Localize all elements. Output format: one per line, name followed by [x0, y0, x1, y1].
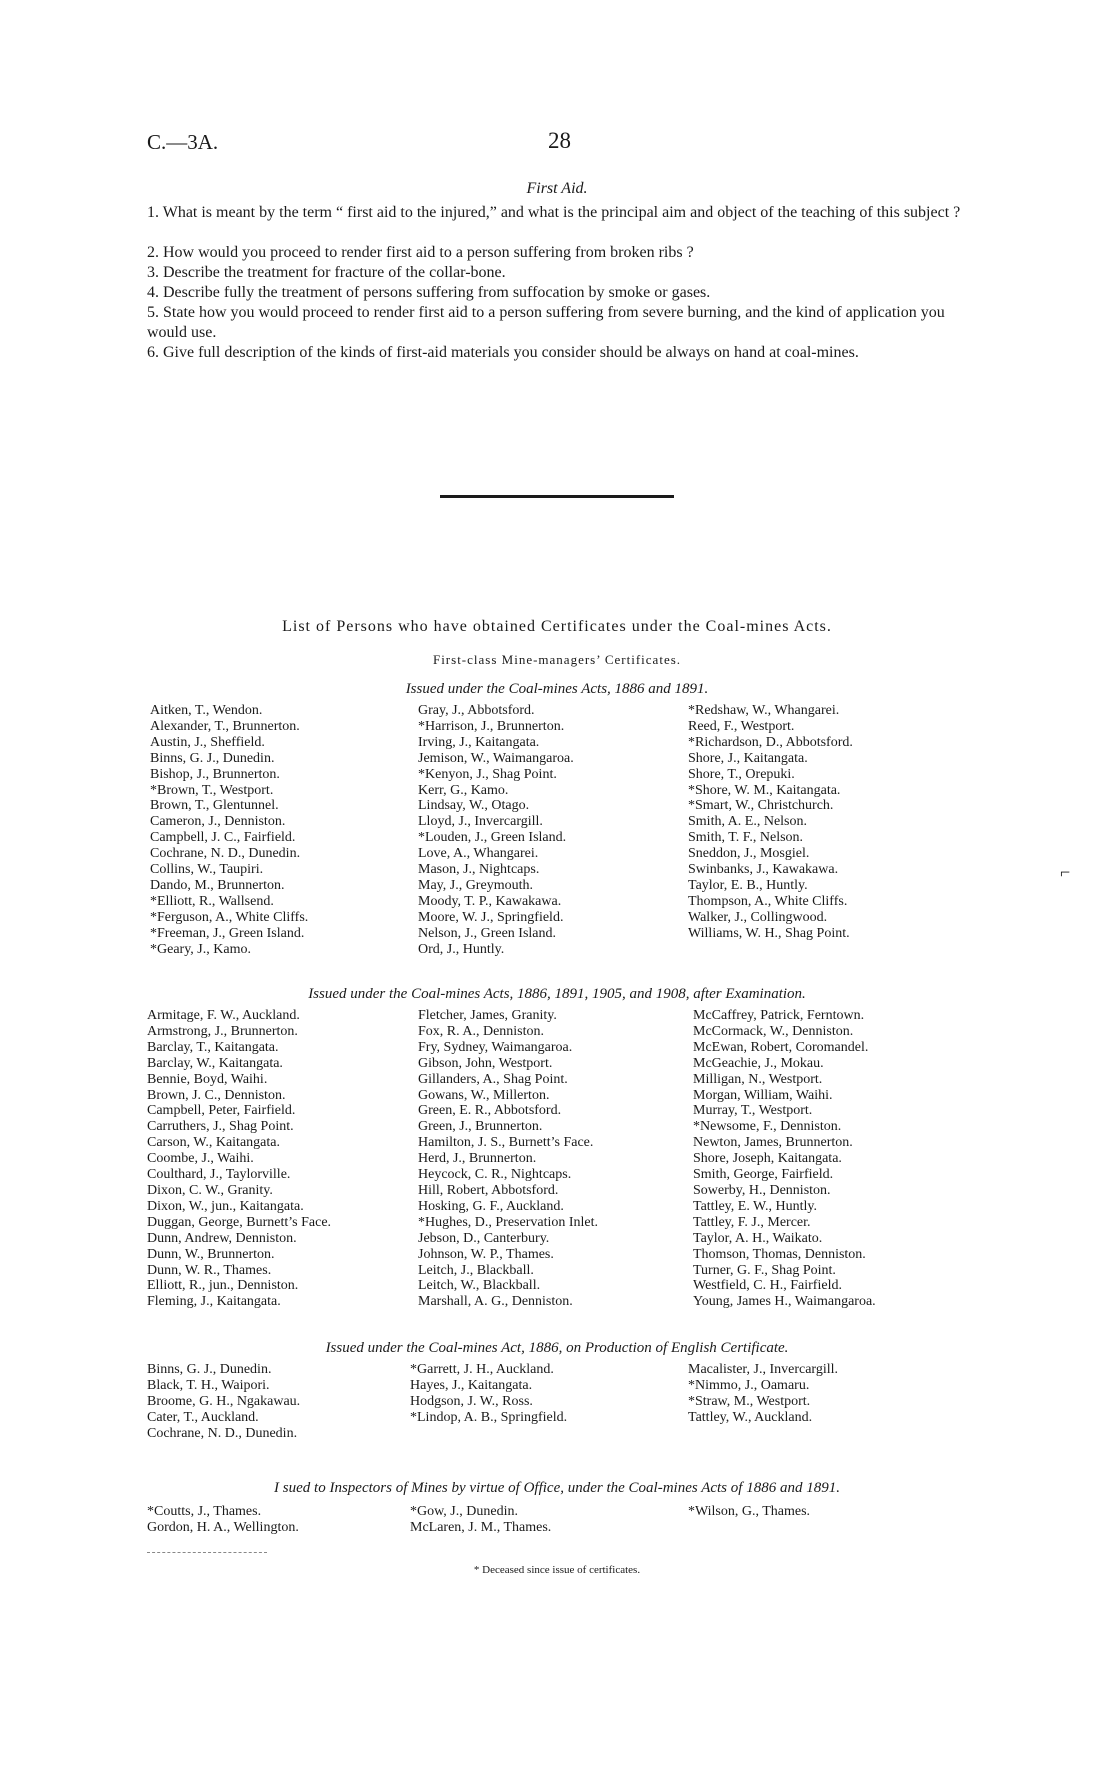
list-item: Shore, J., Kaitangata.	[688, 750, 808, 766]
list-item: Cameron, J., Denniston.	[150, 814, 286, 830]
list-item: Sowerby, H., Denniston.	[693, 1182, 831, 1198]
question-3: 3. Describe the treatment for fracture of the collar-bone.	[147, 264, 506, 281]
list-item: *Brown, T., Westport.	[150, 782, 274, 798]
list-item: Armstrong, J., Brunnerton.	[147, 1023, 298, 1039]
list-item: *Ferguson, A., White Cliffs.	[150, 909, 309, 925]
list-item: Macalister, J., Invercargill.	[688, 1362, 839, 1377]
list-item: *Nimmo, J., Oamaru.	[688, 1377, 810, 1393]
list-item: Morgan, William, Waihi.	[693, 1087, 833, 1103]
section3-col3	[688, 1362, 838, 1426]
list-item: Dando, M., Brunnerton.	[150, 877, 285, 893]
list-item: Thompson, A., White Cliffs.	[688, 893, 848, 909]
list-item: Moody, T. P., Kawakawa.	[418, 893, 562, 909]
list-item: *Lindop, A. B., Springfield.	[410, 1409, 568, 1425]
section2-col3	[693, 1008, 876, 1310]
list-item: Black, T. H., Waipori.	[147, 1377, 270, 1393]
list-item: Hayes, J., Kaitangata.	[410, 1377, 533, 1393]
list-item: Barclay, W., Kaitangata.	[147, 1055, 283, 1071]
list-item: Gowans, W., Millerton.	[418, 1087, 550, 1103]
list-item: Green, J., Brunnerton.	[418, 1119, 543, 1135]
list-item: May, J., Greymouth.	[418, 877, 533, 893]
list-item: Barclay, T., Kaitangata.	[147, 1039, 279, 1055]
list-item: Mason, J., Nightcaps.	[418, 862, 540, 878]
list-item: *Wilson, G., Thames.	[688, 1504, 811, 1519]
list-item: Love, A., Whangarei.	[418, 846, 539, 862]
list-item: *Elliott, R., Wallsend.	[150, 893, 274, 909]
list-item: Taylor, A. H., Waikato.	[693, 1230, 823, 1246]
certificates-subtitle: First-class Mine-managers’ Certificates.	[432, 652, 682, 667]
list-item: Cochrane, N. D., Dunedin.	[150, 846, 301, 862]
list-item: Lindsay, W., Otago.	[418, 798, 530, 814]
list-item: *Richardson, D., Abbotsford.	[688, 734, 853, 750]
list-item: *Smart, W., Christchurch.	[688, 798, 834, 814]
list-item: Williams, W. H., Shag Point.	[688, 925, 850, 941]
list-item: Dunn, W., Brunnerton.	[147, 1246, 275, 1262]
list-item: Green, E. R., Abbotsford.	[418, 1103, 562, 1119]
page-number: 28	[548, 128, 571, 153]
list-item: *Louden, J., Green Island.	[418, 830, 567, 846]
section1-heading: Issued under the Coal-mines Acts, 1886 and 1891.	[405, 681, 709, 697]
list-item: Bennie, Boyd, Waihi.	[147, 1071, 268, 1087]
list-item: Turner, G. F., Shag Point.	[693, 1262, 836, 1278]
margin-mark: ⌐	[1060, 862, 1071, 882]
list-item: Collins, W., Taupiri.	[150, 862, 264, 878]
list-item: Hill, Robert, Abbotsford.	[418, 1182, 559, 1198]
list-item: Brown, J. C., Denniston.	[147, 1087, 286, 1103]
list-item: *Redshaw, W., Whangarei.	[688, 703, 840, 718]
section1-col2	[418, 703, 574, 958]
list-item: *Hughes, D., Preservation Inlet.	[418, 1214, 599, 1230]
section4-col2	[410, 1504, 551, 1536]
list-item: Walker, J., Collingwood.	[688, 909, 828, 925]
section1-col1	[150, 703, 308, 958]
list-item: Gibson, John, Westport.	[418, 1055, 553, 1071]
list-item: McLaren, J. M., Thames.	[410, 1519, 552, 1535]
list-item: Milligan, N., Westport.	[693, 1071, 823, 1087]
list-item: *Freeman, J., Green Island.	[150, 925, 305, 941]
list-item: Coulthard, J., Taylorville.	[147, 1167, 291, 1183]
list-item: Leitch, W., Blackball.	[418, 1278, 541, 1294]
list-item: Tattley, F. J., Mercer.	[693, 1214, 811, 1230]
list-item: Ord, J., Huntly.	[418, 941, 505, 957]
list-item: McEwan, Robert, Coromandel.	[693, 1039, 869, 1055]
list-item: Johnson, W. P., Thames.	[418, 1246, 554, 1262]
question-2: 2. How would you proceed to render first aid to a person suffering from broken ribs ?	[147, 244, 694, 261]
list-item: *Geary, J., Kamo.	[150, 941, 251, 957]
list-item: Brown, T., Glentunnel.	[150, 798, 279, 814]
list-item: Murray, T., Westport.	[693, 1103, 813, 1119]
list-item: Gordon, H. A., Wellington.	[147, 1519, 299, 1535]
list-item: Austin, J., Sheffield.	[150, 734, 265, 750]
list-item: Fox, R. A., Denniston.	[418, 1023, 545, 1039]
list-item: Hamilton, J. S., Burnett’s Face.	[418, 1135, 594, 1151]
section3-col1	[147, 1362, 300, 1442]
section4-col1	[147, 1504, 299, 1536]
section4-heading: I sued to Inspectors of Mines by virtue of Office, under the Coal-mines Acts of 1886 and 1891.	[274, 1480, 840, 1496]
dashed-separator	[147, 1552, 267, 1553]
section4-col3	[688, 1504, 810, 1520]
report-code: C.—3A.	[147, 130, 219, 154]
list-item: Alexander, T., Brunnerton.	[150, 718, 300, 734]
list-item: Smith, A. E., Nelson.	[688, 814, 808, 830]
list-item: Dixon, C. W., Granity.	[147, 1182, 273, 1198]
list-item: Westfield, C. H., Fairfield.	[693, 1278, 842, 1294]
list-item: Nelson, J., Green Island.	[418, 925, 557, 941]
list-item: Campbell, Peter, Fairfield.	[147, 1103, 296, 1119]
list-item: Tattley, W., Auckland.	[688, 1409, 813, 1425]
section3-heading: Issued under the Coal-mines Act, 1886, on Production of English Certificate.	[325, 1340, 789, 1356]
list-item: Broome, G. H., Ngakawau.	[147, 1393, 301, 1409]
list-item: Shore, T., Orepuki.	[688, 766, 795, 782]
list-item: Irving, J., Kaitangata.	[418, 734, 540, 750]
question-4: 4. Describe fully the treatment of persons suffering from suffocation by smoke or gases.	[147, 284, 711, 301]
section1-col3	[688, 703, 853, 942]
list-item: Newton, James, Brunnerton.	[693, 1135, 853, 1151]
list-item: Herd, J., Brunnerton.	[418, 1151, 537, 1167]
list-item: Binns, G. J., Dunedin.	[150, 750, 275, 766]
section2-heading: Issued under the Coal-mines Acts, 1886, 1891, 1905, and 1908, after Examination.	[308, 986, 806, 1002]
list-item: Carson, W., Kaitangata.	[147, 1135, 280, 1151]
list-item: Marshall, A. G., Denniston.	[418, 1294, 573, 1310]
list-item: *Straw, M., Westport.	[688, 1393, 811, 1409]
list-item: Jebson, D., Canterbury.	[418, 1230, 550, 1246]
list-item: Taylor, E. B., Huntly.	[688, 877, 808, 893]
list-item: Sneddon, J., Mosgiel.	[688, 846, 810, 862]
list-item: Thomson, Thomas, Denniston.	[693, 1246, 866, 1262]
list-item: Armitage, F. W., Auckland.	[147, 1008, 300, 1023]
list-item: Shore, Joseph, Kaitangata.	[693, 1151, 842, 1167]
list-item: Reed, F., Westport.	[688, 718, 795, 734]
list-item: Dixon, W., jun., Kaitangata.	[147, 1198, 304, 1214]
list-item: *Shore, W. M., Kaitangata.	[688, 782, 841, 798]
list-item: Gillanders, A., Shag Point.	[418, 1071, 568, 1087]
list-item: Young, James H., Waimangaroa.	[693, 1294, 876, 1310]
list-item: Lloyd, J., Invercargill.	[418, 814, 543, 830]
list-item: Heycock, C. R., Nightcaps.	[418, 1167, 572, 1183]
question-1: 1. What is meant by the term “ first aid to the injured,” and what is the principal aim and object of the teaching of this subject ?	[147, 204, 961, 221]
list-item: Hodgson, J. W., Ross.	[410, 1393, 533, 1409]
section-divider	[440, 495, 674, 498]
question-5: 5. State how you would proceed to render first aid to a person suffering from severe burning, and the kind of application you would use.	[147, 304, 945, 341]
list-item: Smith, T. F., Nelson.	[688, 830, 804, 846]
list-item: Campbell, J. C., Fairfield.	[150, 830, 296, 846]
list-item: Gray, J., Abbotsford.	[418, 703, 535, 718]
list-item: Fry, Sydney, Waimangaroa.	[418, 1039, 573, 1055]
list-item: Cochrane, N. D., Dunedin.	[147, 1425, 298, 1441]
list-item: Moore, W. J., Springfield.	[418, 909, 564, 925]
list-item: Carruthers, J., Shag Point.	[147, 1119, 294, 1135]
footnote: * Deceased since issue of certificates.	[473, 1564, 641, 1576]
list-item: *Harrison, J., Brunnerton.	[418, 718, 565, 734]
list-item: Cater, T., Auckland.	[147, 1409, 259, 1425]
list-item: McGeachie, J., Mokau.	[693, 1055, 824, 1071]
list-item: McCaffrey, Patrick, Ferntown.	[693, 1008, 865, 1023]
list-item: Swinbanks, J., Kawakawa.	[688, 862, 839, 878]
list-item: *Gow, J., Dunedin.	[410, 1504, 518, 1519]
list-item: *Newsome, F., Denniston.	[693, 1119, 842, 1135]
list-item: Duggan, George, Burnett’s Face.	[147, 1214, 332, 1230]
first-aid-heading: First Aid.	[526, 180, 588, 197]
list-item: Aitken, T., Wendon.	[150, 703, 263, 718]
certificates-list-title: List of Persons who have obtained Certificates under the Coal-mines Acts.	[282, 618, 832, 635]
section2-col1	[147, 1008, 331, 1310]
list-item: Dunn, W. R., Thames.	[147, 1262, 272, 1278]
list-item: Kerr, G., Kamo.	[418, 782, 509, 798]
list-item: Tattley, E. W., Huntly.	[693, 1198, 817, 1214]
list-item: Coombe, J., Waihi.	[147, 1151, 254, 1167]
list-item: *Garrett, J. H., Auckland.	[410, 1362, 554, 1377]
list-item: Bishop, J., Brunnerton.	[150, 766, 280, 782]
question-6: 6. Give full description of the kinds of first-aid materials you consider should be always on hand at coal-mines.	[147, 344, 859, 361]
list-item: *Coutts, J., Thames.	[147, 1504, 262, 1519]
list-item: Jemison, W., Waimangaroa.	[418, 750, 574, 766]
list-item: Elliott, R., jun., Denniston.	[147, 1278, 299, 1294]
list-item: Fleming, J., Kaitangata.	[147, 1294, 281, 1310]
list-item: McCormack, W., Denniston.	[693, 1023, 854, 1039]
section3-col2	[410, 1362, 567, 1426]
list-item: *Kenyon, J., Shag Point.	[418, 766, 557, 782]
list-item: Binns, G. J., Dunedin.	[147, 1362, 272, 1377]
list-item: Leitch, J., Blackball.	[418, 1262, 534, 1278]
list-item: Hosking, G. F., Auckland.	[418, 1198, 564, 1214]
list-item: Smith, George, Fairfield.	[693, 1167, 834, 1183]
list-item: Dunn, Andrew, Denniston.	[147, 1230, 297, 1246]
section2-col2	[418, 1008, 598, 1310]
list-item: Fletcher, James, Granity.	[418, 1008, 557, 1023]
